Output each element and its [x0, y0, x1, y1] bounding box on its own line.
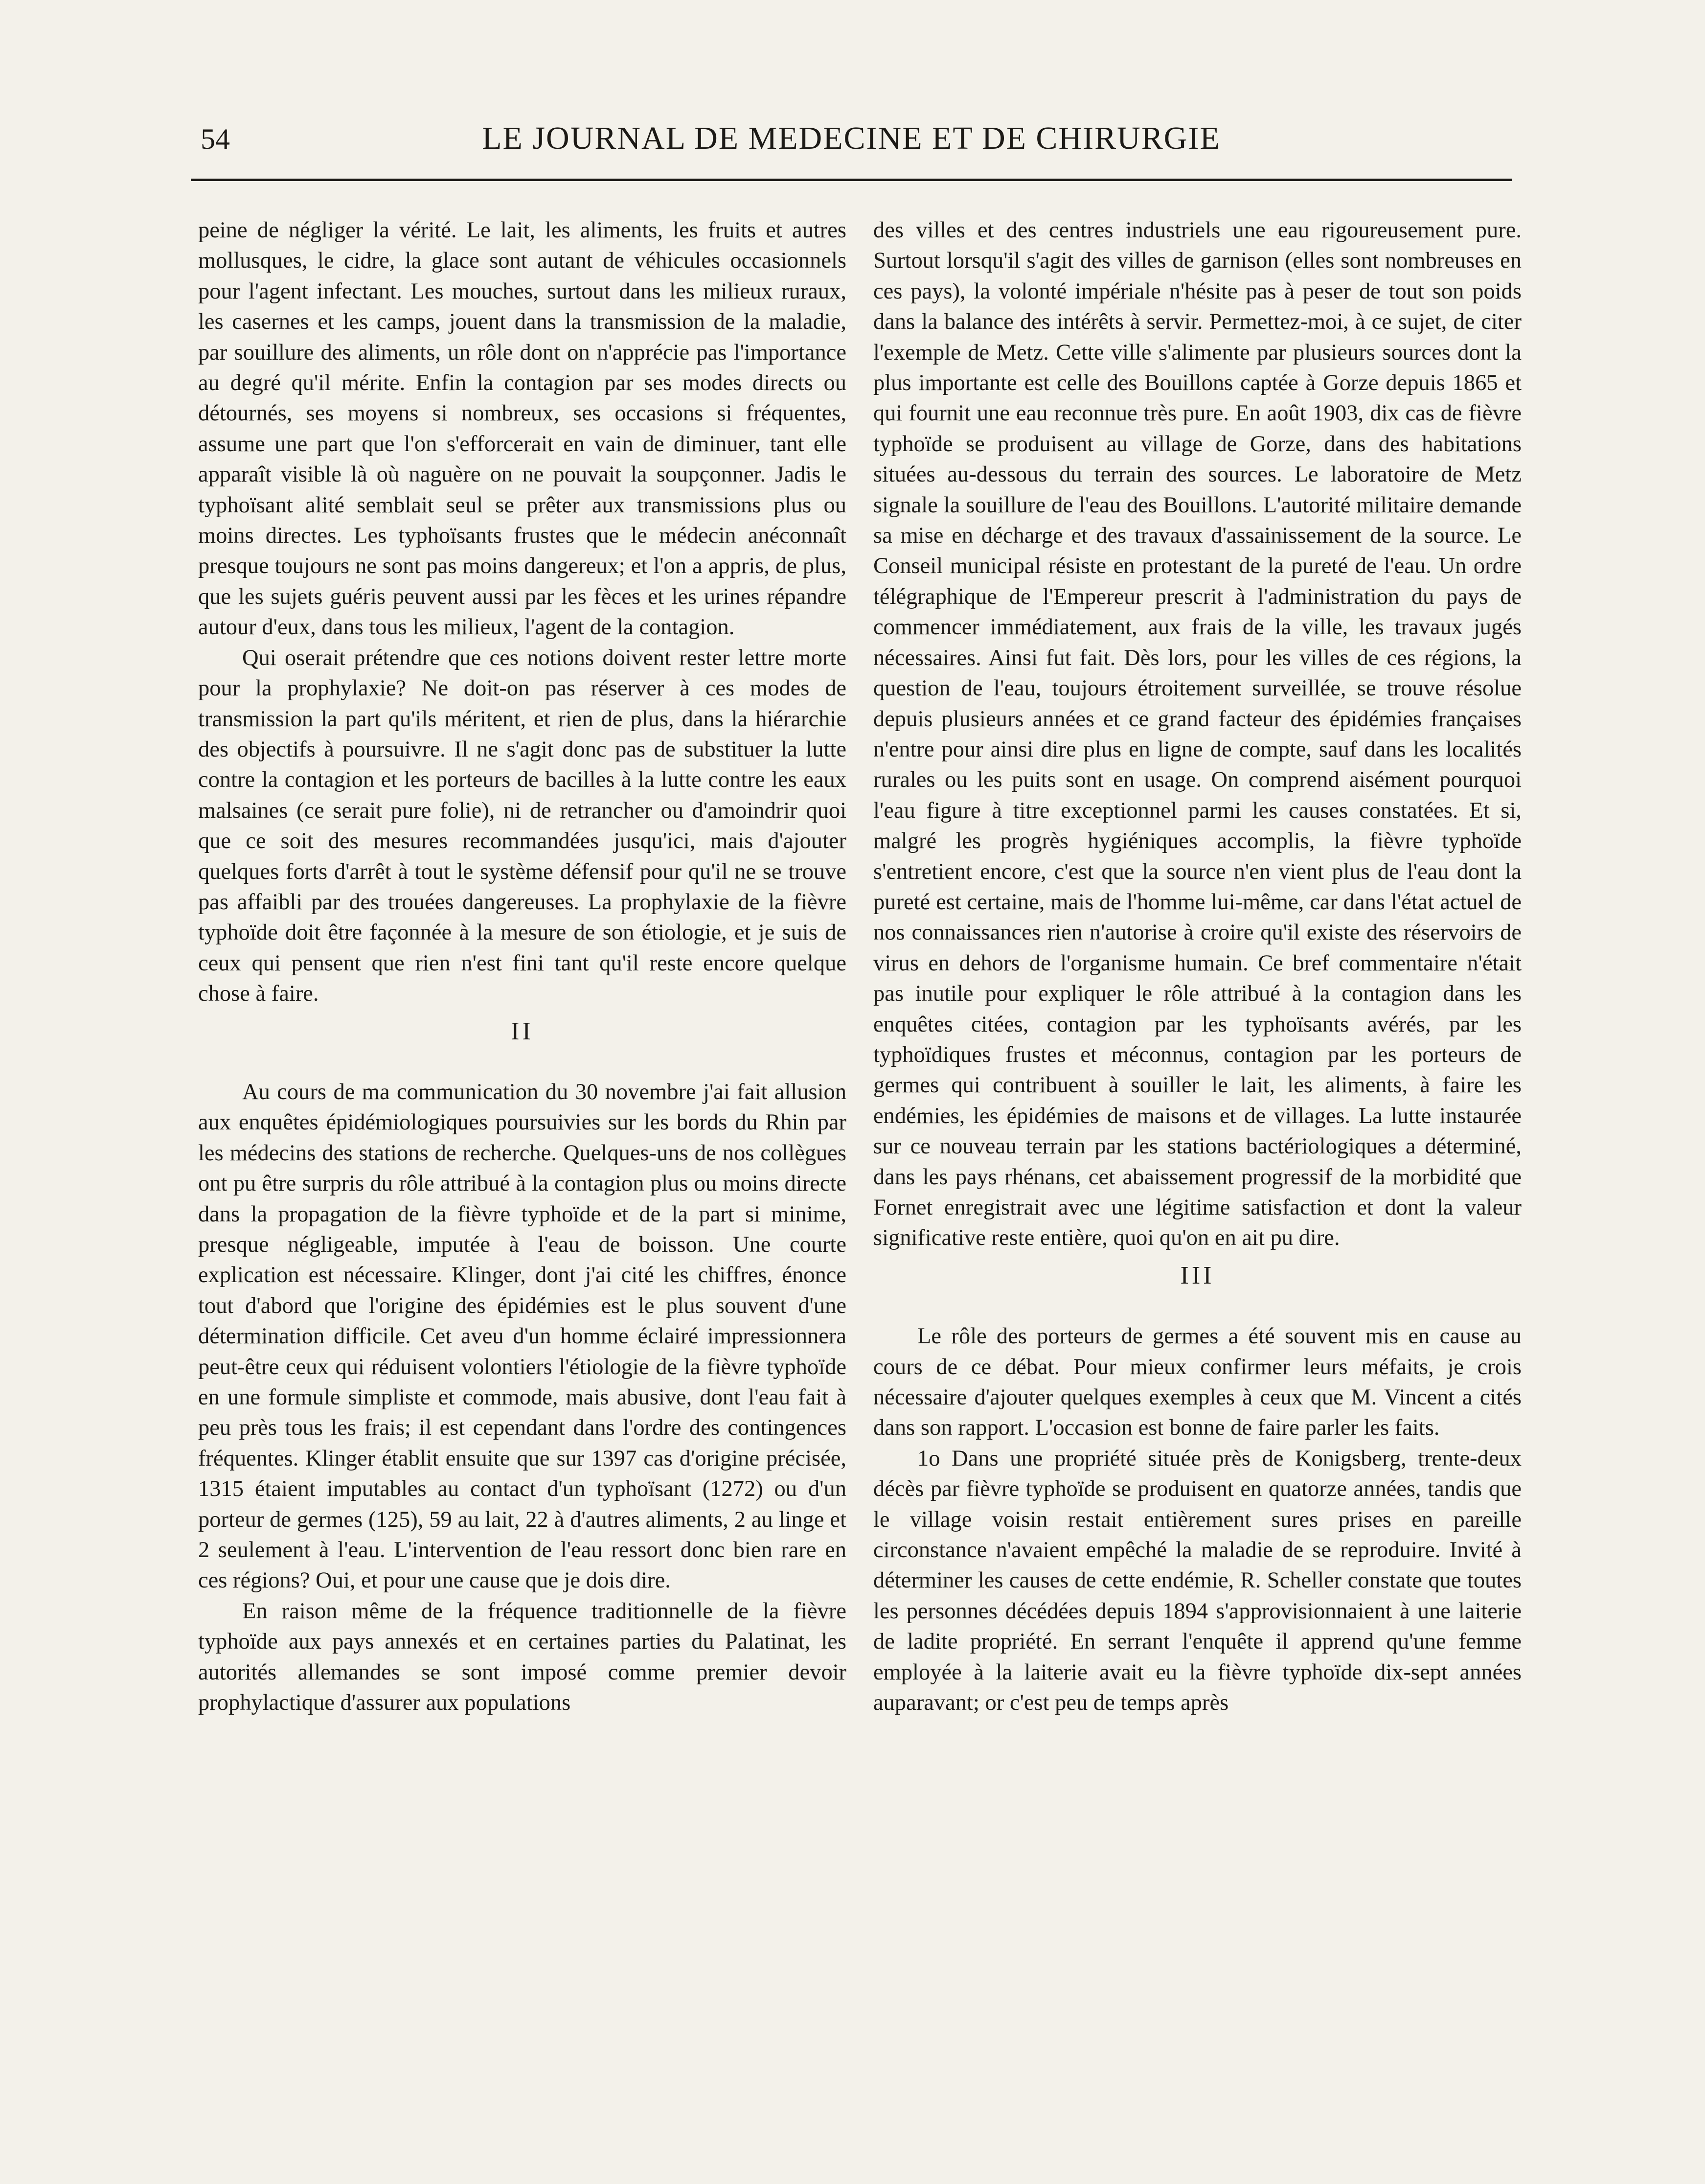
- left-column: [198, 215, 846, 1719]
- paragraph: Qui oserait prétendre que ces notions doivent rester lettre morte pour la prophylaxie? Ne doit-on pas réserver à ces modes de transmission la part qu'ils méritent, et rien de plus, dans la hiérarchie des objectifs à poursuivre. Il ne s'agit donc pas de substituer la lutte contre la contagion et les porteurs de bacilles à la lutte contre les eaux malsaines (ce serait pure folie), ni de retrancher ou d'amoindrir quoi que ce soit des mesures recommandées jusqu'ici, mais d'ajouter quelques forts d'arrêt à tout le système défensif pour qu'il ne se trouve pas affaibli par des trouées dangereuses. La prophylaxie de la fièvre typhoïde doit être façonnée à la mesure de son étiologie, et je suis de ceux qui pensent que rien n'est fini tant qu'il reste encore quelque chose à faire.: [198, 645, 846, 1007]
- right-column: [873, 215, 1522, 1719]
- page-header: [191, 117, 1512, 166]
- page-number: 54: [201, 123, 230, 155]
- paragraph: Le rôle des porteurs de germes a été souvent mis en cause au cours de ce débat. Pour mieux confirmer leurs méfaits, je crois nécessaire d'ajouter quelques exemples à ceux que M. Vincent a cités dans son rapport. L'occasion est bonne de faire parler les faits.: [873, 1324, 1522, 1441]
- paragraph: Au cours de ma communication du 30 novembre j'ai fait allusion aux enquêtes épidémiologiques poursuivies sur les bords du Rhin par les médecins des stations de recherche. Quelques-uns de nos collègues ont pu être surpris du rôle attribué à la contagion plus ou moins directe dans la propagation de la fièvre typhoïde et de la part si minime, presque négligeable, imputée à l'eau de boisson. Une courte explication est nécessaire. Klinger, dont j'ai cité les chiffres, énonce tout d'abord que l'origine des épidémies est le plus souvent d'une détermination difficile. Cet aveu d'un homme éclairé impressionnera peut-être ceux qui réduisent volontiers l'étiologie de la fièvre typhoïde en une formule simpliste et commode, mais abusive, dont l'eau fait à peu près tous les frais; il est cependant dans l'ordre des contingences fréquentes. Klinger établit ensuite que sur 1397 cas d'origine précisée, 1315 étaient imputables au contact d'un typhoïsant (1272) ou d'un porteur de germes (125), 59 au lait, 22 à d'autres aliments, 2 au linge et 2 seulement à l'eau. L'intervention de l'eau ressort donc bien rare en ces régions? Oui, et pour une cause que je dois dire.: [198, 1079, 846, 1593]
- section-heading-iii: III: [1180, 1261, 1215, 1289]
- paragraph: En raison même de la fréquence traditionnelle de la fièvre typhoïde aux pays annexés et en certaines parties du Palatinat, les autorités allemandes se sont imposé comme premier devoir prophylactique d'assurer aux populations: [198, 1598, 846, 1716]
- journal-title: LE JOURNAL DE MEDECINE ET DE CHIRURGIE: [482, 120, 1221, 156]
- paragraph: peine de négliger la vérité. Le lait, les aliments, les fruits et autres mollusques, le cidre, la glace sont autant de véhicules occasionnels pour l'agent infectant. Les mouches, surtout dans les milieux ruraux, les casernes et les camps, jouent dans la transmission de la maladie, par souillure des aliments, un rôle dont on n'apprécie pas l'importance au degré qu'il mérite. Enfin la contagion par ses modes directs ou détournés, ses moyens si nombreux, ses occasions si fréquentes, assume une part que l'on s'efforcerait en vain de diminuer, tant elle apparaît visible là où naguère on ne pouvait la soupçonner. Jadis le typhoïsant alité semblait seul se prêter aux transmissions plus ou moins directes. Les typhoïsants frustes que le médecin anéconnaît presque toujours ne sont pas moins dangereux; et l'on a appris, de plus, que les sujets guéris peuvent aussi par les fèces et les urines répandre autour d'eux, dans tous les milieux, l'agent de la contagion.: [198, 218, 846, 640]
- paragraph: 1o Dans une propriété située près de Konigsberg, trente-deux décès par fièvre typhoïde se produisent en quatorze années, tandis que le village voisin restait entièrement sures prises en pareille circonstance n'avaient empêché la maladie de se reproduire. Invité à déterminer les causes de cette endémie, R. Scheller constate que toutes les personnes décédées depuis 1894 s'approvisionnaient à une laiterie de ladite propriété. En serrant l'enquête il apprend qu'une femme employée à la laiterie avait eu la fièvre typhoïde dix-sept années auparavant; or c'est peu de temps après: [873, 1446, 1522, 1716]
- header-rule: [191, 179, 1512, 181]
- section-heading-ii: II: [511, 1017, 534, 1045]
- paragraph: des villes et des centres industriels une eau rigoureusement pure. Surtout lorsqu'il s'agit des villes de garnison (elles sont nombreuses en ces pays), la volonté impériale n'hésite pas à peser de tout son poids dans la balance des intérêts à servir. Permettez-moi, à ce sujet, de citer l'exemple de Metz. Cette ville s'alimente par plusieurs sources dont la plus importante est celle des Bouillons captée à Gorze depuis 1865 et qui fournit une eau reconnue très pure. En août 1903, dix cas de fièvre typhoïde se produisent au village de Gorze, dans des habitations situées au-dessous du terrain des sources. Le laboratoire de Metz signale la souillure de l'eau des Bouillons. L'autorité militaire demande sa mise en décharge et des travaux d'assainissement de la source. Le Conseil municipal résiste en protestant de la pureté de l'eau. Un ordre télégraphique de l'Empereur prescrit à l'administration du pays de commencer immédiatement, aux frais de la ville, les travaux jugés nécessaires. Ainsi fut fait. Dès lors, pour les villes de ces régions, la question de l'eau, toujours étroitement surveillée, se trouve résolue depuis plusieurs années et ce grand facteur des épidémies françaises n'entre pour ainsi dire plus en ligne de compte, sauf dans les localités rurales ou les puits sont en usage. On comprend aisément pourquoi l'eau figure à titre exceptionnel parmi les causes constatées. Et si, malgré les progrès hygiéniques accomplis, la fièvre typhoïde s'entretient encore, c'est que la source n'en vient plus de l'eau dont la pureté est certaine, mais de l'homme lui-même, car dans l'état actuel de nos connaissances rien n'autorise à croire qu'il existe des réservoirs de virus en dehors de l'organisme humain. Ce bref commentaire n'était pas inutile pour expliquer le rôle attribué à la contagion dans les enquêtes citées, contagion par les typhoïsants avérés, par les typhoïdiques frustes et méconnus, contagion par les porteurs de germes qui contribuent à souiller le lait, les aliments, à faire les endémies, les épidémies de maisons et de villages. La lutte instaurée sur ce nouveau terrain par les stations bactériologiques a déterminé, dans les pays rhénans, cet abaissement progressif de la morbidité que Fornet enregistrait avec une légitime satisfaction et dont la valeur significative reste entière, quoi qu'on en ait pu dire.: [873, 218, 1522, 1251]
